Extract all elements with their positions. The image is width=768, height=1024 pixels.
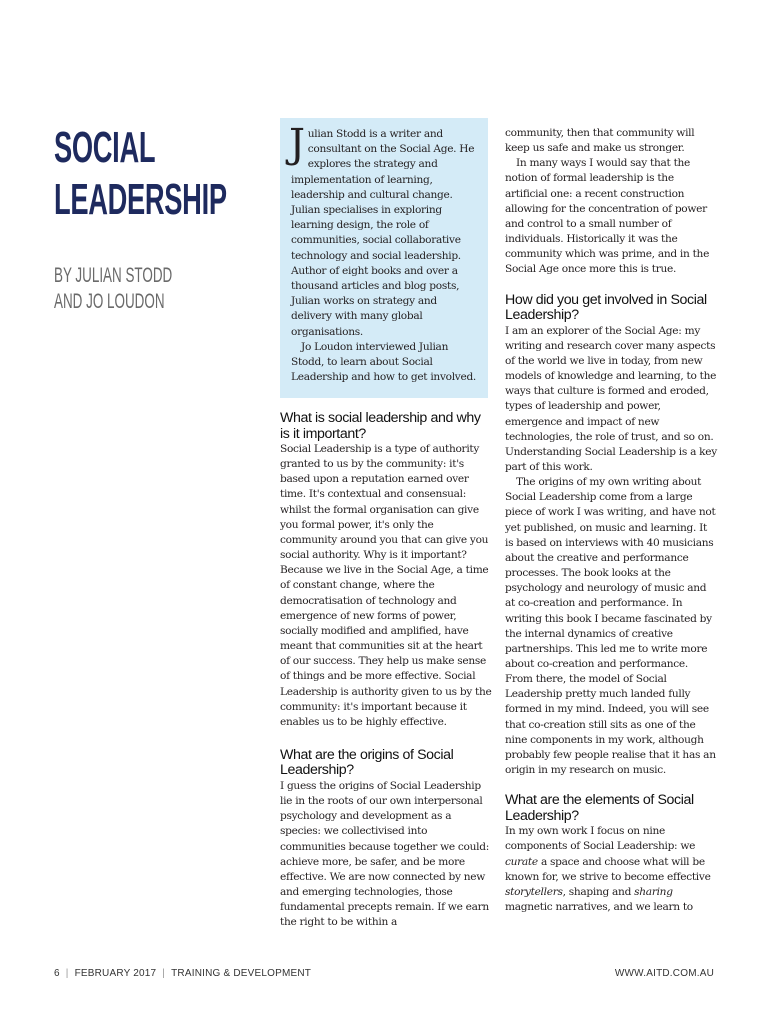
body-text: , shaping and [562, 885, 635, 898]
issue-date: FEBRUARY 2017 [74, 968, 157, 979]
intro-paragraph [289, 121, 478, 340]
footer-url: WWW.AITD.COM.AU [614, 968, 714, 979]
body-text: magnetic narratives, and we learn to [505, 901, 693, 914]
byline [54, 263, 172, 315]
publication-name: TRAINING & DEVELOPMENT [171, 968, 312, 979]
body-text: a space and choose what will be known for, we strive to become effective [505, 855, 711, 883]
drop-cap: J [289, 121, 305, 167]
byline-line: BY JULIAN STODD [54, 264, 173, 287]
emphasis-text: sharing [634, 885, 673, 898]
footer-separator: | [65, 968, 69, 979]
article-title-line: LEADERSHIP [54, 175, 227, 224]
article-title-line: SOCIAL [54, 123, 156, 172]
footer-separator: | [162, 968, 166, 979]
page-number: 6 [54, 968, 60, 979]
intro-text: ulian Stodd is a writer and consultant on the Social Age. He explores the strategy and implementation of learning, leadership and cultural change. Julian specialises in exploring learning design, the role of communities, social collaborative technology and social leadership. Author of eight books and over a thousand articles and blog posts, Julian works on strategy and delivery with many global organisations. [291, 128, 475, 338]
intro-paragraph: Jo Loudon interviewed Julian Stodd, to learn about Social Leadership and how to get involved. [291, 340, 476, 384]
section-heading: What are the elements of Social Leadership? [505, 792, 694, 824]
section-heading: What are the origins of Social Leadership? [280, 746, 454, 779]
body-paragraph: Social Leadership is a type of authority granted to us by the community: it's based upon a reputation earned over time. It's contextual and consensual: whilst the formal organisation can give you formal power, it's only the community around you that can give you social authority. Why is it important? Because we live in the Social Age, a time of constant change, where the democratisation of technology and emergence of new forms of power, socially modified and amplified, have meant that communities sit at the heart of our success. They help us make sense of things and be more effective. Social Leadership is authority given to us by the community: it's important because it enables us to be highly effective. [280, 443, 492, 728]
body-paragraph: The origins of my own writing about Social Leadership come from a large piece of work I was writing, and have not yet published, on music and learning. It is based on interviews with 40 musicians about the creative and performance processes. The book looks at the psychology and neurology of music and at co-creation and performance. In writing this book I became fascinated by the internal dynamics of creative partnerships. This led me to write more about co-creation and performance. From there, the model of Social Leadership pretty much landed fully formed in my mind. Indeed, you will see that co-creation still sits as one of the nine components in my work, although probably few people realise that it has an origin in my research on music. [505, 476, 716, 777]
body-paragraph: In many ways I would say that the notion of formal leadership is the artificial one: a recent construction allowing for the concentration of power and control to a small number of individuals. Historically it was the community which was prime, and in the Social Age once more this is true. [505, 157, 710, 276]
section-heading: What is social leadership and why is it important? [280, 410, 481, 442]
intro-box [280, 118, 488, 398]
body-paragraph: I am an explorer of the Social Age: my writing and research cover many aspects of the world we live in today, from new models of knowledge and learning, to the ways that culture is formed and eroded, types of leadership and power, emergence and impact of new technologies, the role of trust, and so on. Understanding Social Leadership is a key part of this work. [505, 324, 717, 473]
body-paragraph: I guess the origins of Social Leadership lie in the roots of our own interpersonal psychology and development as a species: we collectivised into communities because together we could: achieve more, be safer, and be more effective. We are now connected by new and emerging technologies, those fundamental precepts remain. If we earn the right to be within a [280, 779, 489, 929]
emphasis-text: curate [505, 855, 538, 868]
section-heading: How did you get involved in Social Leadership? [505, 291, 707, 324]
footer-left [54, 968, 311, 979]
body-text: In my own work I focus on nine components of Social Leadership: we [505, 825, 696, 853]
body-paragraph [505, 824, 717, 915]
body-paragraph: community, then that community will keep us safe and make us stronger. [505, 127, 695, 155]
column-middle [280, 411, 492, 931]
byline-line: AND JO LOUDON [54, 290, 165, 313]
column-right [505, 126, 717, 915]
emphasis-text: storytellers [505, 885, 563, 898]
article-title [54, 122, 227, 226]
